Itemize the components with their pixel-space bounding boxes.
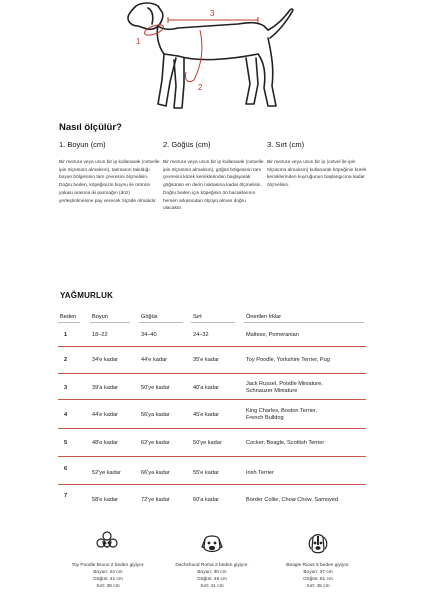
beagle-icon bbox=[307, 533, 329, 557]
row-breeds: Irish Terrier bbox=[246, 470, 274, 476]
example-neck: Boyun: 24 cm bbox=[93, 570, 123, 575]
row-divider bbox=[58, 456, 366, 457]
poodle-icon bbox=[96, 531, 118, 555]
row-size: 3 bbox=[64, 385, 68, 391]
row-size: 6 bbox=[64, 466, 68, 472]
row-breeds: Toy Poodle, Yorkshire Terrier, Pug bbox=[246, 357, 330, 363]
row-neck: 58'e kadar bbox=[92, 497, 118, 503]
row-back: 24–32 bbox=[193, 332, 209, 338]
row-chest: 50'ye kadar bbox=[141, 385, 170, 391]
back-heading: 3. Sırt (cm) bbox=[267, 140, 305, 149]
example-neck: Boyun: 30 cm bbox=[197, 570, 227, 575]
row-divider bbox=[58, 399, 366, 400]
chest-instructions: Bir mezura veya uzun bir ip kullanarak (cetvelle ipin ölçüsünü almalısın), göğüs bölgesinin tam çevresini kürek kemiklerinden başlayarak göğsünün en derin noktasına kadar ölçmelisin. Doğru beden için köpeğinin ön bacaklarının hemen arkasından ölçüyü alman doğru olacaktır. bbox=[163, 160, 264, 212]
neck-instructions: Bir mezura veya uzun bir ip kullanarak (cetvelle ipin ölçüsünü almalısın), tasmanın takıldığı boyun bölgesinin tam çevresini ölçmelisin. Doğru beden, köpeğinizin boynu ile ürünün yakası arasına iki parmağın (düz) yerleştirilmesine pay verecek ölçüde olmalıdır. bbox=[59, 160, 160, 204]
example-chest: Göğüs: 61 cm bbox=[303, 577, 333, 582]
header-breeds: Önerilen Irklar bbox=[246, 314, 282, 320]
row-chest: 34–40 bbox=[141, 332, 157, 338]
neck-marker: 1 bbox=[136, 37, 141, 46]
row-neck: 39'a kadar bbox=[92, 385, 118, 391]
row-size: 7 bbox=[64, 493, 68, 499]
example-back: Sırt: 41 cm bbox=[200, 584, 224, 589]
row-divider bbox=[58, 428, 366, 429]
row-chest: 62'ye kadar bbox=[141, 440, 170, 446]
header-back: Sırt bbox=[193, 314, 202, 320]
dog-measurement-diagram bbox=[118, 0, 308, 118]
header-underline bbox=[58, 322, 80, 323]
row-size: 1 bbox=[64, 332, 68, 338]
row-neck: 34'e kadar bbox=[92, 357, 118, 363]
example-back: Sırt: 45 cm bbox=[306, 584, 330, 589]
header-underline bbox=[90, 322, 130, 323]
example-back: Sırt: 39 cm bbox=[96, 584, 120, 589]
dachshund-icon bbox=[201, 533, 223, 557]
row-chest: 56'ya kadar bbox=[141, 412, 170, 418]
header-underline bbox=[139, 322, 183, 323]
row-back: 60'a kadar bbox=[193, 497, 219, 503]
row-neck: 18–22 bbox=[92, 332, 108, 338]
row-breeds: Cocker, Beagle, Scottish Terrier bbox=[246, 440, 325, 446]
row-divider bbox=[58, 346, 366, 347]
header-underline bbox=[244, 322, 364, 323]
example-title: Toy Poodle Bruno 2 beden giyiyor. bbox=[71, 563, 145, 568]
row-breeds: King Charles, Boston Terrier, French Bulldog bbox=[246, 408, 318, 421]
row-back: 40'a kadar bbox=[193, 385, 219, 391]
header-neck: Boyun bbox=[92, 314, 108, 320]
row-divider bbox=[58, 484, 366, 485]
row-neck: 52'ye kadar bbox=[92, 470, 121, 476]
row-neck: 44'e kadar bbox=[92, 412, 118, 418]
example-title: Beagle Rious 5 beden giyiyor. bbox=[286, 563, 350, 568]
row-breeds: Maltese, Pomeranian bbox=[246, 332, 299, 338]
row-back: 45'e kadar bbox=[193, 412, 219, 418]
header-size: Beden bbox=[60, 314, 77, 320]
header-chest: Göğüs bbox=[141, 314, 158, 320]
row-chest: 66'ya kadar bbox=[141, 470, 170, 476]
example-card bbox=[263, 562, 373, 590]
row-size: 5 bbox=[64, 440, 68, 446]
back-instructions: Bir mezura veya uzun bir ip (cetvel ile ipin ölçüsünü almalısın) kullanarak köpeğinin kürek kemiklerinden kuyruğunun başlangıcına kadar ölçmelisin. bbox=[267, 160, 367, 189]
example-chest: Göğüs: 41 cm bbox=[93, 577, 123, 582]
row-size: 2 bbox=[64, 357, 68, 363]
row-back: 50'ye kadar bbox=[193, 440, 222, 446]
row-back: 35'e kadar bbox=[193, 357, 219, 363]
row-breeds: Jack Russel, Poodle Miniature, Schnauzer Miniature bbox=[246, 381, 323, 394]
row-divider bbox=[58, 373, 366, 374]
how-to-measure-title: Nasıl ölçülür? bbox=[59, 122, 122, 133]
chest-heading: 2. Göğüs (cm) bbox=[163, 140, 211, 149]
neck-heading: 1. Boyun (cm) bbox=[59, 140, 106, 149]
chest-marker: 2 bbox=[198, 83, 203, 92]
row-breeds: Border Collie, Chow Chow, Samoyed bbox=[246, 497, 339, 503]
row-size: 4 bbox=[64, 412, 68, 418]
table-title: YAĞMURLUK bbox=[60, 291, 114, 300]
row-neck: 48'e kadar bbox=[92, 440, 118, 446]
header-underline bbox=[191, 322, 235, 323]
row-back: 55'e kadar bbox=[193, 470, 219, 476]
back-marker: 3 bbox=[210, 9, 215, 18]
example-neck: Boyun: 37 cm bbox=[303, 570, 333, 575]
row-chest: 44'e kadar bbox=[141, 357, 167, 363]
example-chest: Göğüs: 49 cm bbox=[197, 577, 227, 582]
example-card bbox=[157, 562, 267, 590]
example-title: Dachshund Roma 2 beden giyiyor. bbox=[175, 563, 249, 568]
row-chest: 72'ye kadar bbox=[141, 497, 170, 503]
example-card bbox=[53, 562, 163, 590]
